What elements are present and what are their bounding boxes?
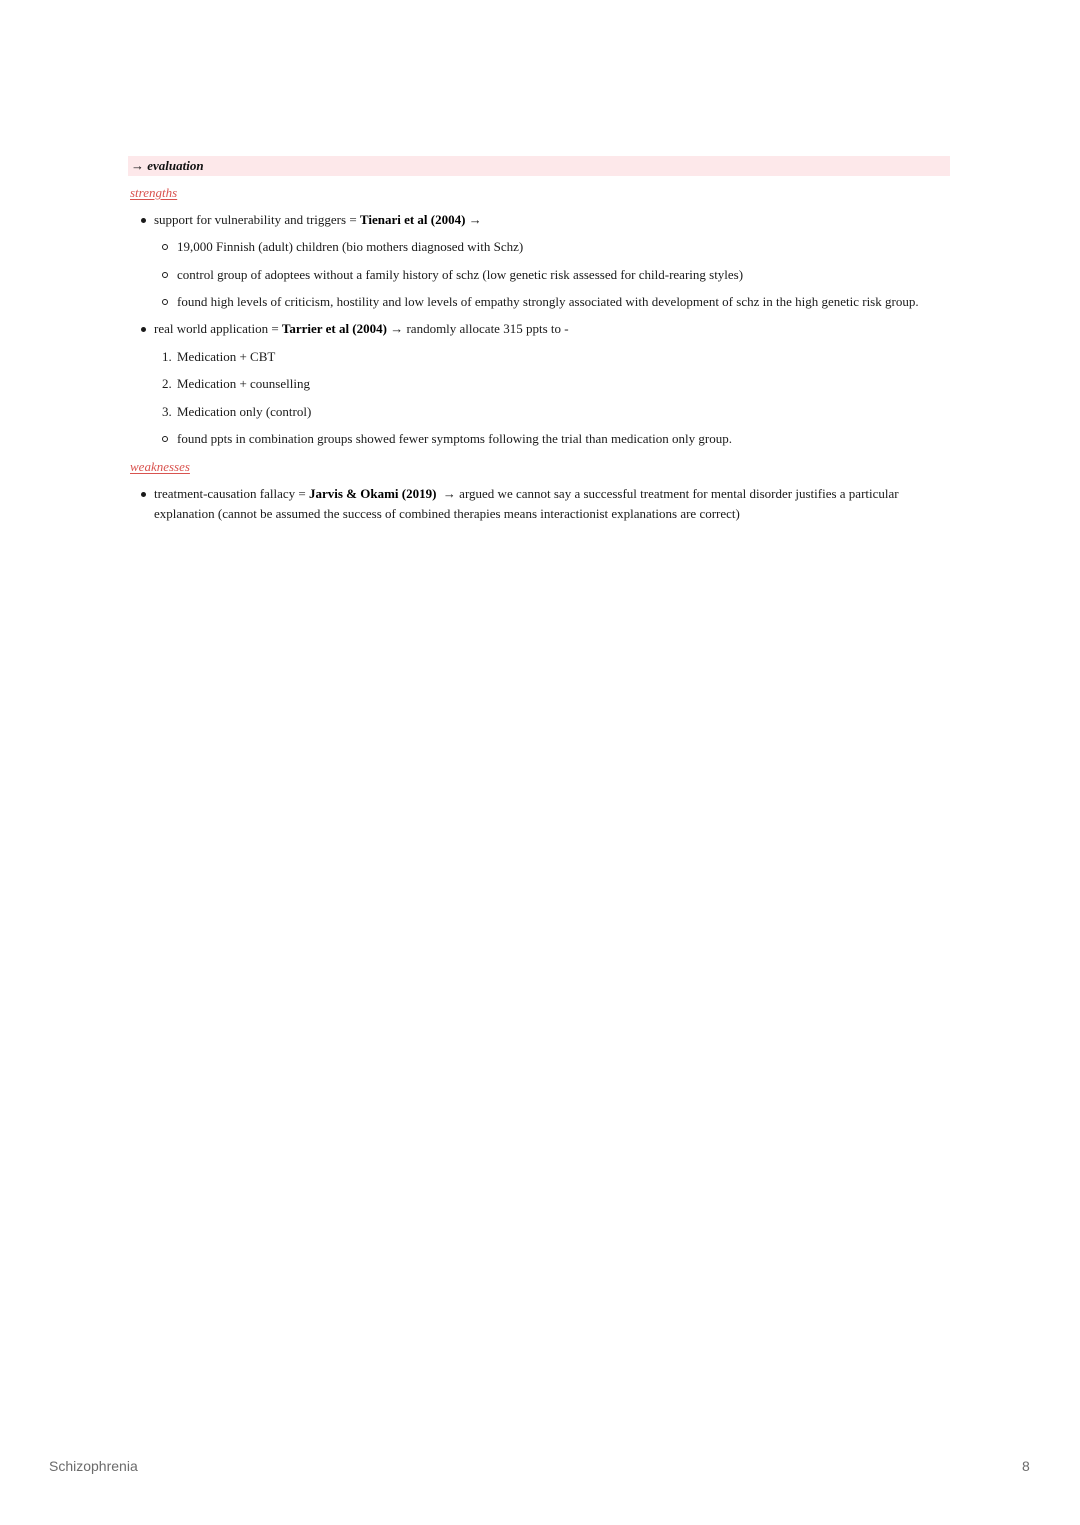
bullet-marker [141,492,146,497]
strength-item-2-text: real world application = [154,321,282,336]
section-heading: → evaluation [131,158,204,173]
page-number: 8 [1022,1458,1030,1474]
strength-item-2-tail: → randomly allocate 315 ppts to - [386,321,569,336]
strength-item-1-citation: Tienari et al (2004) [359,212,466,227]
numbered-marker: 1. [162,349,172,364]
weaknesses-label: weaknesses [130,459,190,474]
sub-bullet-marker [162,244,168,250]
numbered-item-1: Medication + CBT [177,349,276,364]
strengths-label: strengths [130,185,178,200]
strength-item-1-sub-1: 19,000 Finnish (adult) children (bio mothers diagnosed with Schz) [177,239,524,254]
strength-item-1-sub-2: control group of adoptees without a family history of schz (low genetic risk assessed for child-rearing styles) [177,267,744,282]
heading-highlight [128,156,950,176]
strength-item-2 [154,319,569,339]
numbered-item-2: Medication + counselling [177,376,310,391]
sub-bullet-marker [162,299,168,305]
strength-item-1 [154,210,482,230]
numbered-marker: 2. [162,376,172,391]
numbered-marker: 3. [162,404,172,419]
strength-item-2-citation: Tarrier et al (2004) [281,321,387,336]
weakness-item-1-continuation: explanation (cannot be assumed the success of combined therapies means interactionist explanations are correct) [154,506,740,521]
weakness-item-1-citation: Jarvis & Okami (2019) [308,486,437,501]
sub-bullet-marker [162,272,168,278]
strength-item-1-arrow: → [465,212,482,227]
numbered-item-3: Medication only (control) [177,404,312,419]
strength-item-1-text: support for vulnerability and triggers = [154,212,360,227]
strength-item-1-sub-3: found high levels of criticism, hostility and low levels of empathy strongly associated with development of schz in the high genetic risk group. [177,294,919,309]
strength-item-2-sub: found ppts in combination groups showed fewer symptoms following the trial than medication only group. [177,431,732,446]
footer-title: Schizophrenia [49,1458,138,1474]
bullet-marker [141,218,146,223]
weakness-item-1-tail: → argued we cannot say a successful treatment for mental disorder justifies a particular [436,486,899,501]
sub-bullet-marker [162,436,168,442]
weakness-item-1 [154,484,899,504]
bullet-marker [141,327,146,332]
weakness-item-1-text: treatment-causation fallacy = [154,486,309,501]
